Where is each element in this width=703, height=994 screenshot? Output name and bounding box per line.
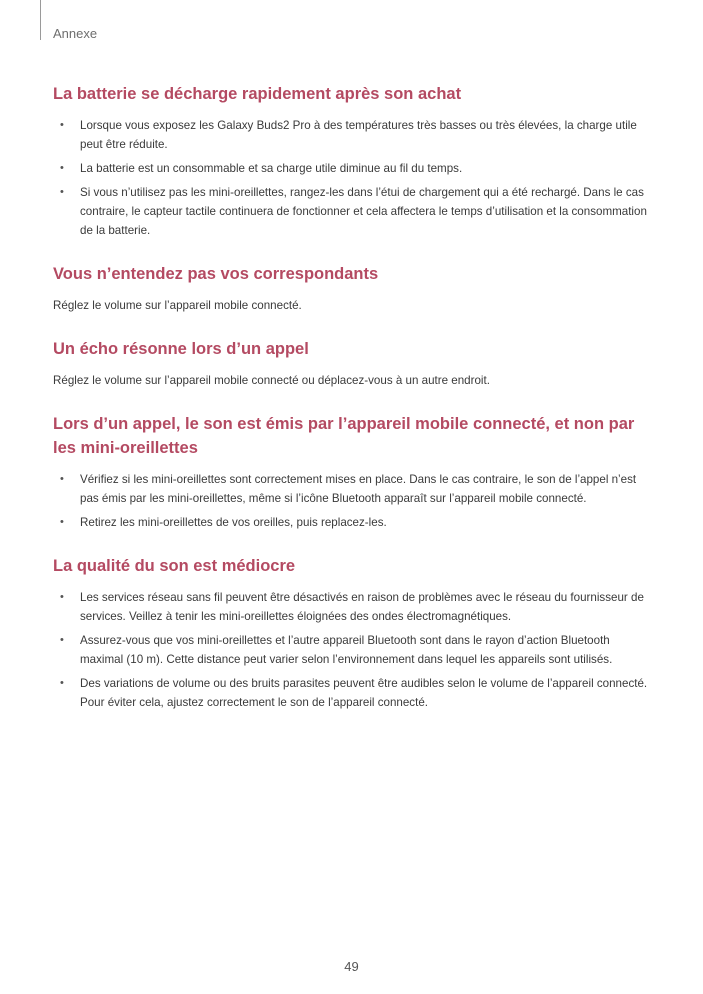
section-call-audio — [53, 412, 651, 532]
list-item-text: Lorsque vous exposez les Galaxy Buds2 Pro à des températures très basses ou très élevées, la charge utile peut être réduite. — [80, 119, 637, 151]
list-item — [53, 470, 651, 508]
bullet-list — [53, 116, 651, 240]
bullet-icon: • — [60, 591, 64, 603]
list-item-text: Assurez-vous que vos mini-oreillettes et l’autre appareil Bluetooth sont dans le rayon d’action Bluetooth maximal (10 m). Cette distance peut varier selon l’environnement dans lequel les appareils sont utilisés. — [80, 634, 613, 666]
bullet-icon: • — [60, 677, 64, 689]
list-item-text: Les services réseau sans fil peuvent être désactivés en raison de problèmes avec le réseau du fournisseur de services. Veillez à tenir les mini-oreillettes éloignées des ondes électromagnétiques. — [80, 591, 644, 623]
section-title: Vous n’entendez pas vos correspondants — [53, 265, 379, 283]
bullet-list — [53, 470, 651, 532]
section-label: Annexe — [53, 26, 98, 41]
bullet-icon: • — [60, 634, 64, 646]
list-item-text: Retirez les mini-oreillettes de vos oreilles, puis replacez-les. — [80, 516, 387, 529]
bullet-icon: • — [60, 119, 64, 131]
page-number: 49 — [344, 959, 359, 974]
section-title: Lors d’un appel, le son est émis par l’appareil mobile connecté, et non par les mini-oreillettes — [53, 415, 635, 457]
list-item-text: La batterie est un consommable et sa charge utile diminue au fil du temps. — [80, 162, 463, 175]
bullet-icon: • — [60, 473, 64, 485]
list-item — [53, 513, 651, 532]
section-title: Un écho résonne lors d’un appel — [53, 340, 309, 358]
list-item — [53, 674, 651, 712]
section-no-hear — [53, 262, 651, 315]
list-item — [53, 631, 651, 669]
list-item-text: Des variations de volume ou des bruits parasites peuvent être audibles selon le volume de l’appareil connecté. Pour éviter cela, ajustez correctement le son de l’appareil connecté. — [80, 677, 648, 709]
list-item — [53, 159, 651, 178]
section-text: Réglez le volume sur l’appareil mobile connecté. — [53, 299, 302, 312]
section-text: Réglez le volume sur l’appareil mobile connecté ou déplacez-vous à un autre endroit. — [53, 374, 490, 387]
list-item — [53, 588, 651, 626]
bullet-icon: • — [60, 162, 64, 174]
bullet-icon: • — [60, 516, 64, 528]
section-echo — [53, 337, 651, 390]
bullet-icon: • — [60, 186, 64, 198]
list-item — [53, 116, 651, 154]
list-item-text: Si vous n’utilisez pas les mini-oreillettes, rangez-les dans l’étui de chargement qui a été rechargé. Dans le cas contraire, le capteur tactile continuera de fonctionner et cela affectera le temps d’utilisation et la consommation de la batterie. — [80, 186, 647, 237]
bullet-list — [53, 588, 651, 712]
list-item — [53, 183, 651, 240]
section-title: La qualité du son est médiocre — [53, 557, 296, 575]
section-battery — [53, 82, 651, 240]
section-sound-quality — [53, 554, 651, 712]
page-content — [53, 82, 651, 717]
section-title: La batterie se décharge rapidement après son achat — [53, 85, 462, 103]
list-item-text: Vérifiez si les mini-oreillettes sont correctement mises en place. Dans le cas contraire, le son de l’appel n’est pas émis par les mini-oreillettes, même si l’icône Bluetooth apparaît sur l’appareil mobile connecté. — [80, 473, 637, 505]
header-rule — [40, 0, 41, 40]
